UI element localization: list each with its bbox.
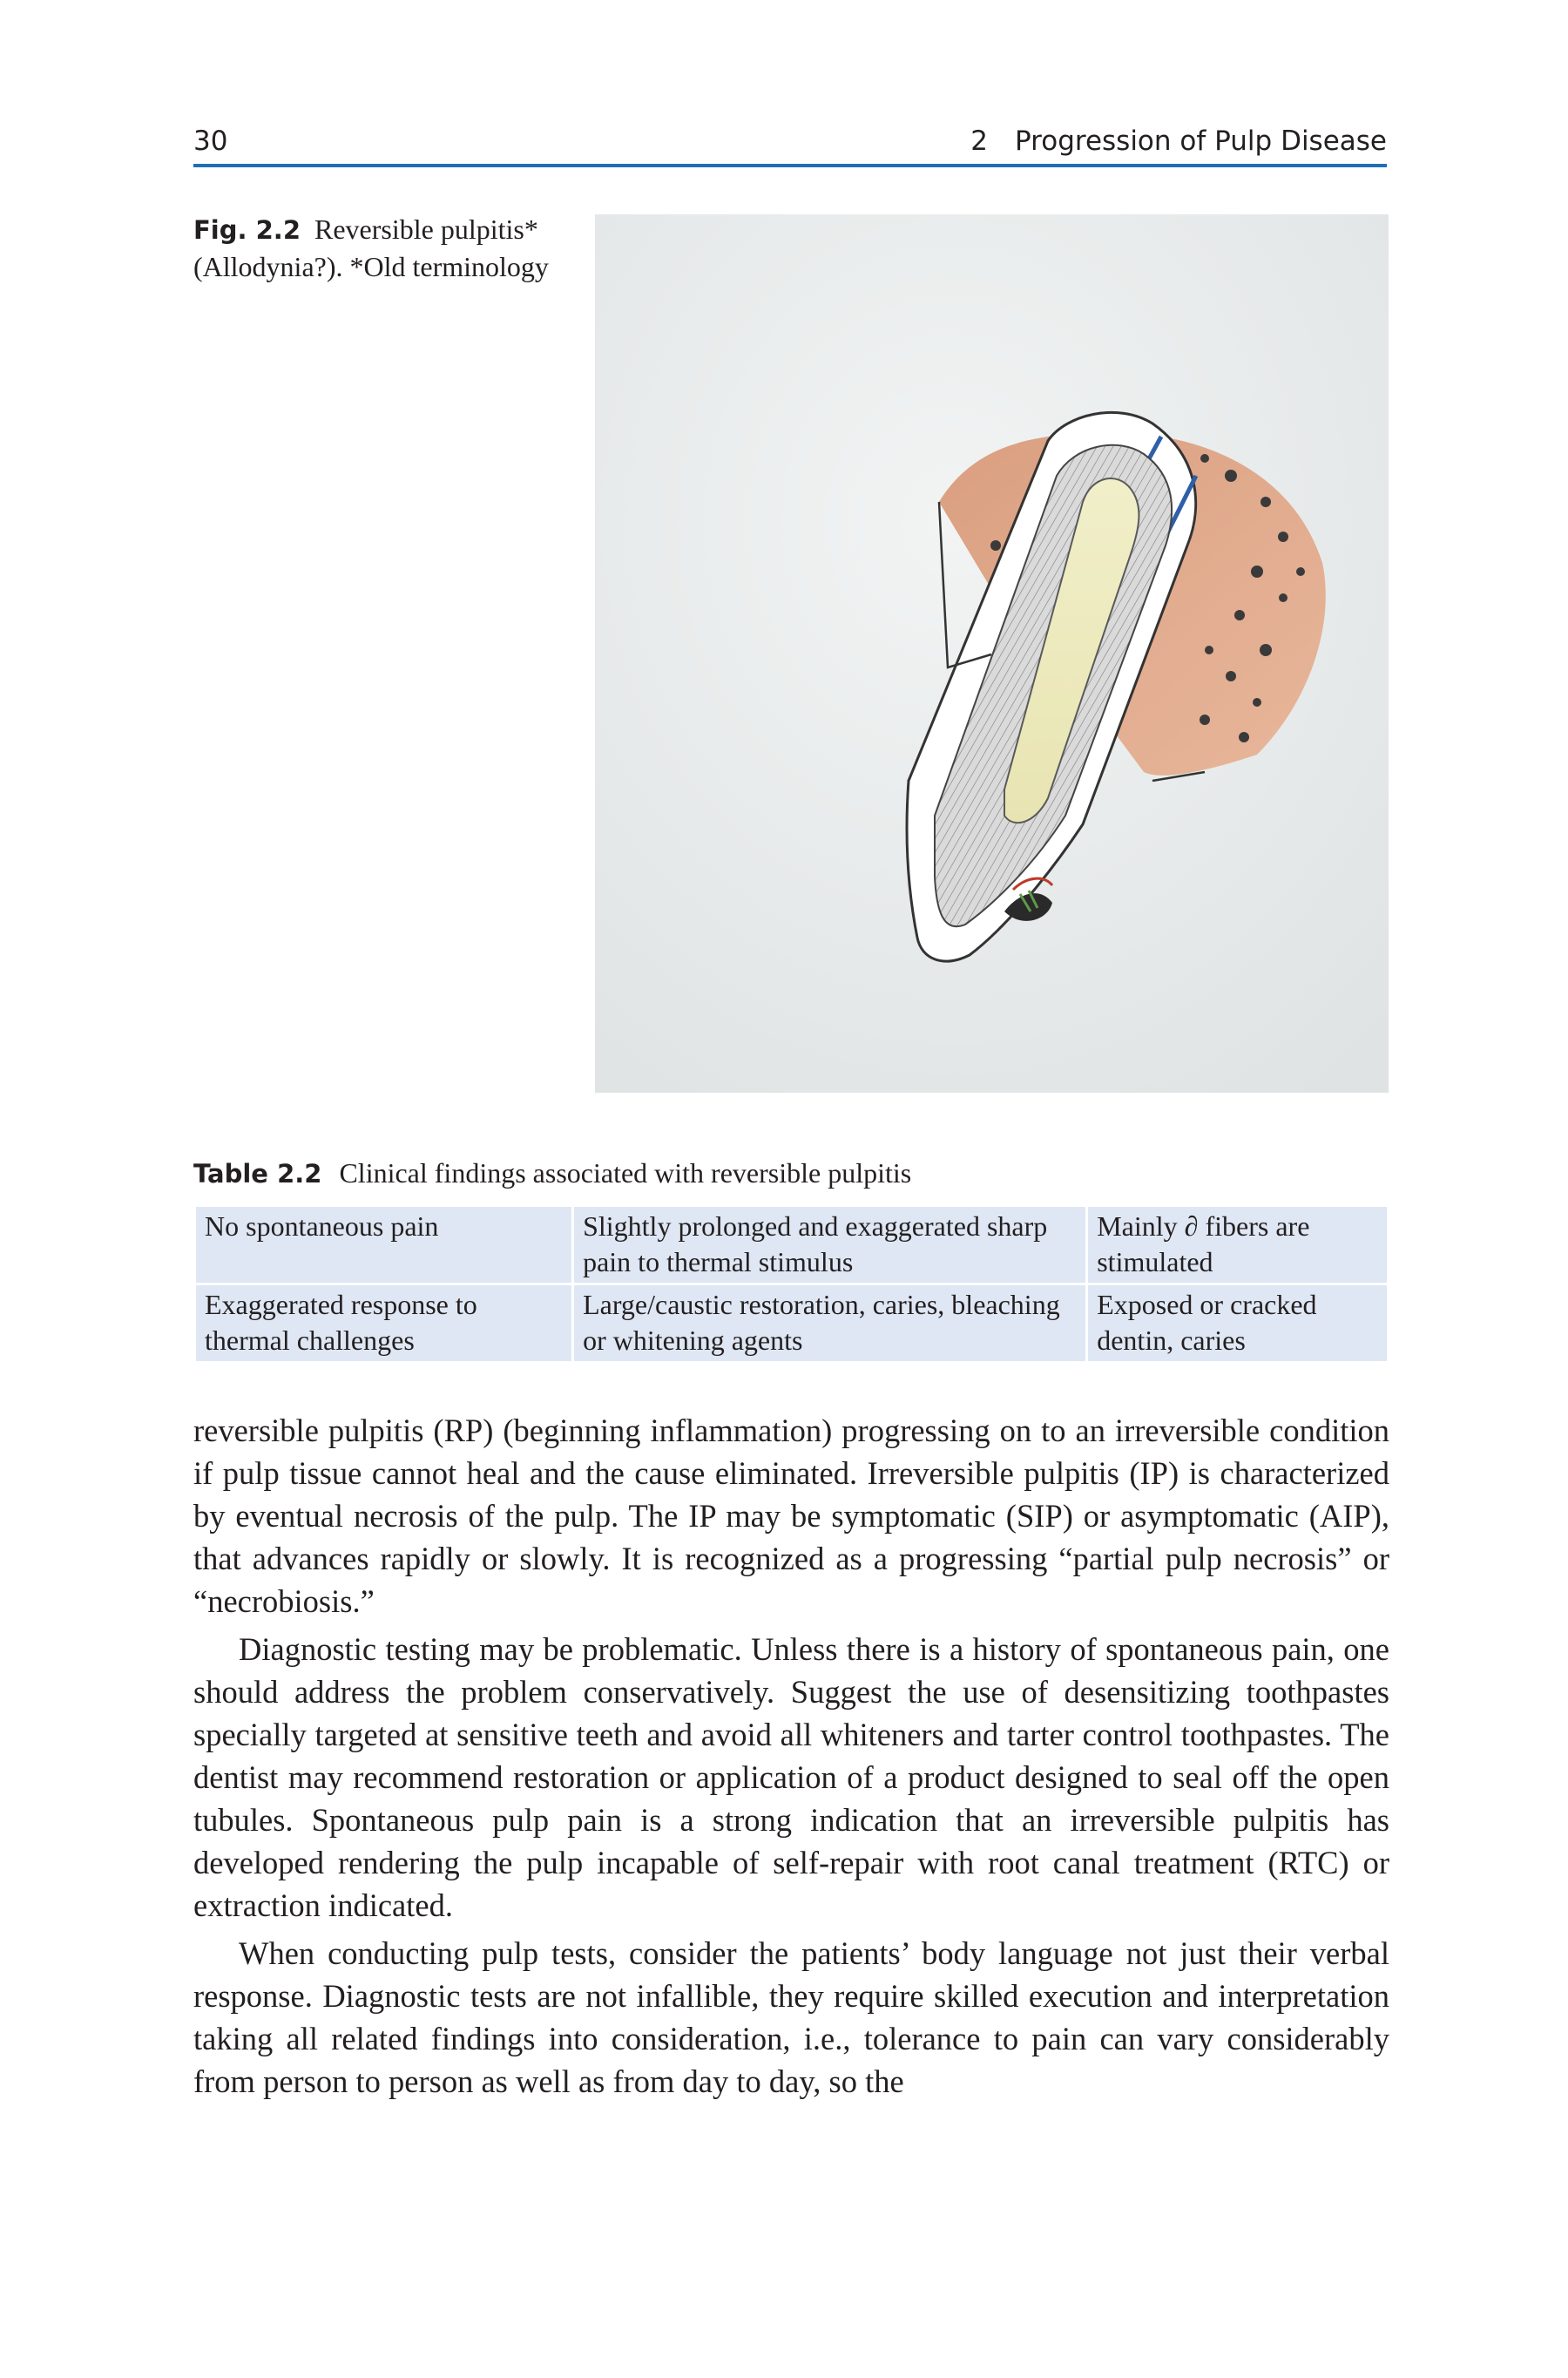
table-cell: Exposed or cracked dentin, caries — [1088, 1285, 1387, 1361]
table-cell: Exaggerated response to thermal challenges — [196, 1285, 571, 1361]
paragraph: Diagnostic testing may be problematic. Unless there is a history of spontaneous pain, one should address the problem conservatively. Suggest the use of desensitizing toothpastes specially targeted at sensitive teeth and avoid all whiteners and tarter control toothpastes. The dentist may recommend restoration or application of a product designed to seal off the open tubules. Spontaneous pulp pain is a strong indication that an irreversible pulpitis has developed rendering the pulp incapable of self-repair with root canal treatment (RTC) or extraction indicated. — [193, 1631, 1389, 1923]
clinical-findings-table — [193, 1204, 1389, 1364]
table-row — [196, 1285, 1387, 1361]
table-row — [196, 1207, 1387, 1283]
table-cell: Large/caustic restoration, caries, bleaching or whitening agents — [574, 1285, 1085, 1361]
table-cell: Mainly ∂ fibers are stimulated — [1088, 1207, 1387, 1283]
paragraph: When conducting pulp tests, consider the patients’ body language not just their verbal response. Diagnostic tests are not infallible, they require skilled execution and interpretation taking all related findings into consideration, i.e., tolerance to pain can vary considerably from person to person as well as from day to day, so the — [193, 1935, 1389, 2099]
page-number: 30 — [193, 125, 228, 157]
table-label: Table 2.2 — [193, 1159, 322, 1189]
figure-caption — [193, 211, 577, 285]
tooth-cross-section-drawing — [595, 214, 1389, 1093]
body-text — [193, 1409, 1389, 2108]
table-caption-text: Clinical findings associated with reversible pulpitis — [339, 1157, 912, 1189]
figure-label: Fig. 2.2 — [193, 215, 301, 245]
table-caption — [193, 1155, 1387, 1192]
running-title: 2 Progression of Pulp Disease — [970, 125, 1387, 157]
figure-caption-text: Reversible pulpitis* (Allodynia?). *Old terminology — [193, 213, 549, 282]
table-cell: No spontaneous pain — [196, 1207, 571, 1283]
table-cell: Slightly prolonged and exaggerated sharp pain to thermal stimulus — [574, 1207, 1085, 1283]
page-header — [193, 124, 1387, 167]
paragraph: reversible pulpitis (RP) (beginning inflammation) progressing on to an irreversible condition if pulp tissue cannot heal and the cause eliminated. Irreversible pulpitis (IP) is characterized by eventual necrosis of the pulp. The IP may be symptomatic (SIP) or asymptomatic (AIP), that advances rapidly or slowly. It is recognized as a progressing “partial pulp necrosis” or “necrobiosis.” — [193, 1413, 1389, 1619]
